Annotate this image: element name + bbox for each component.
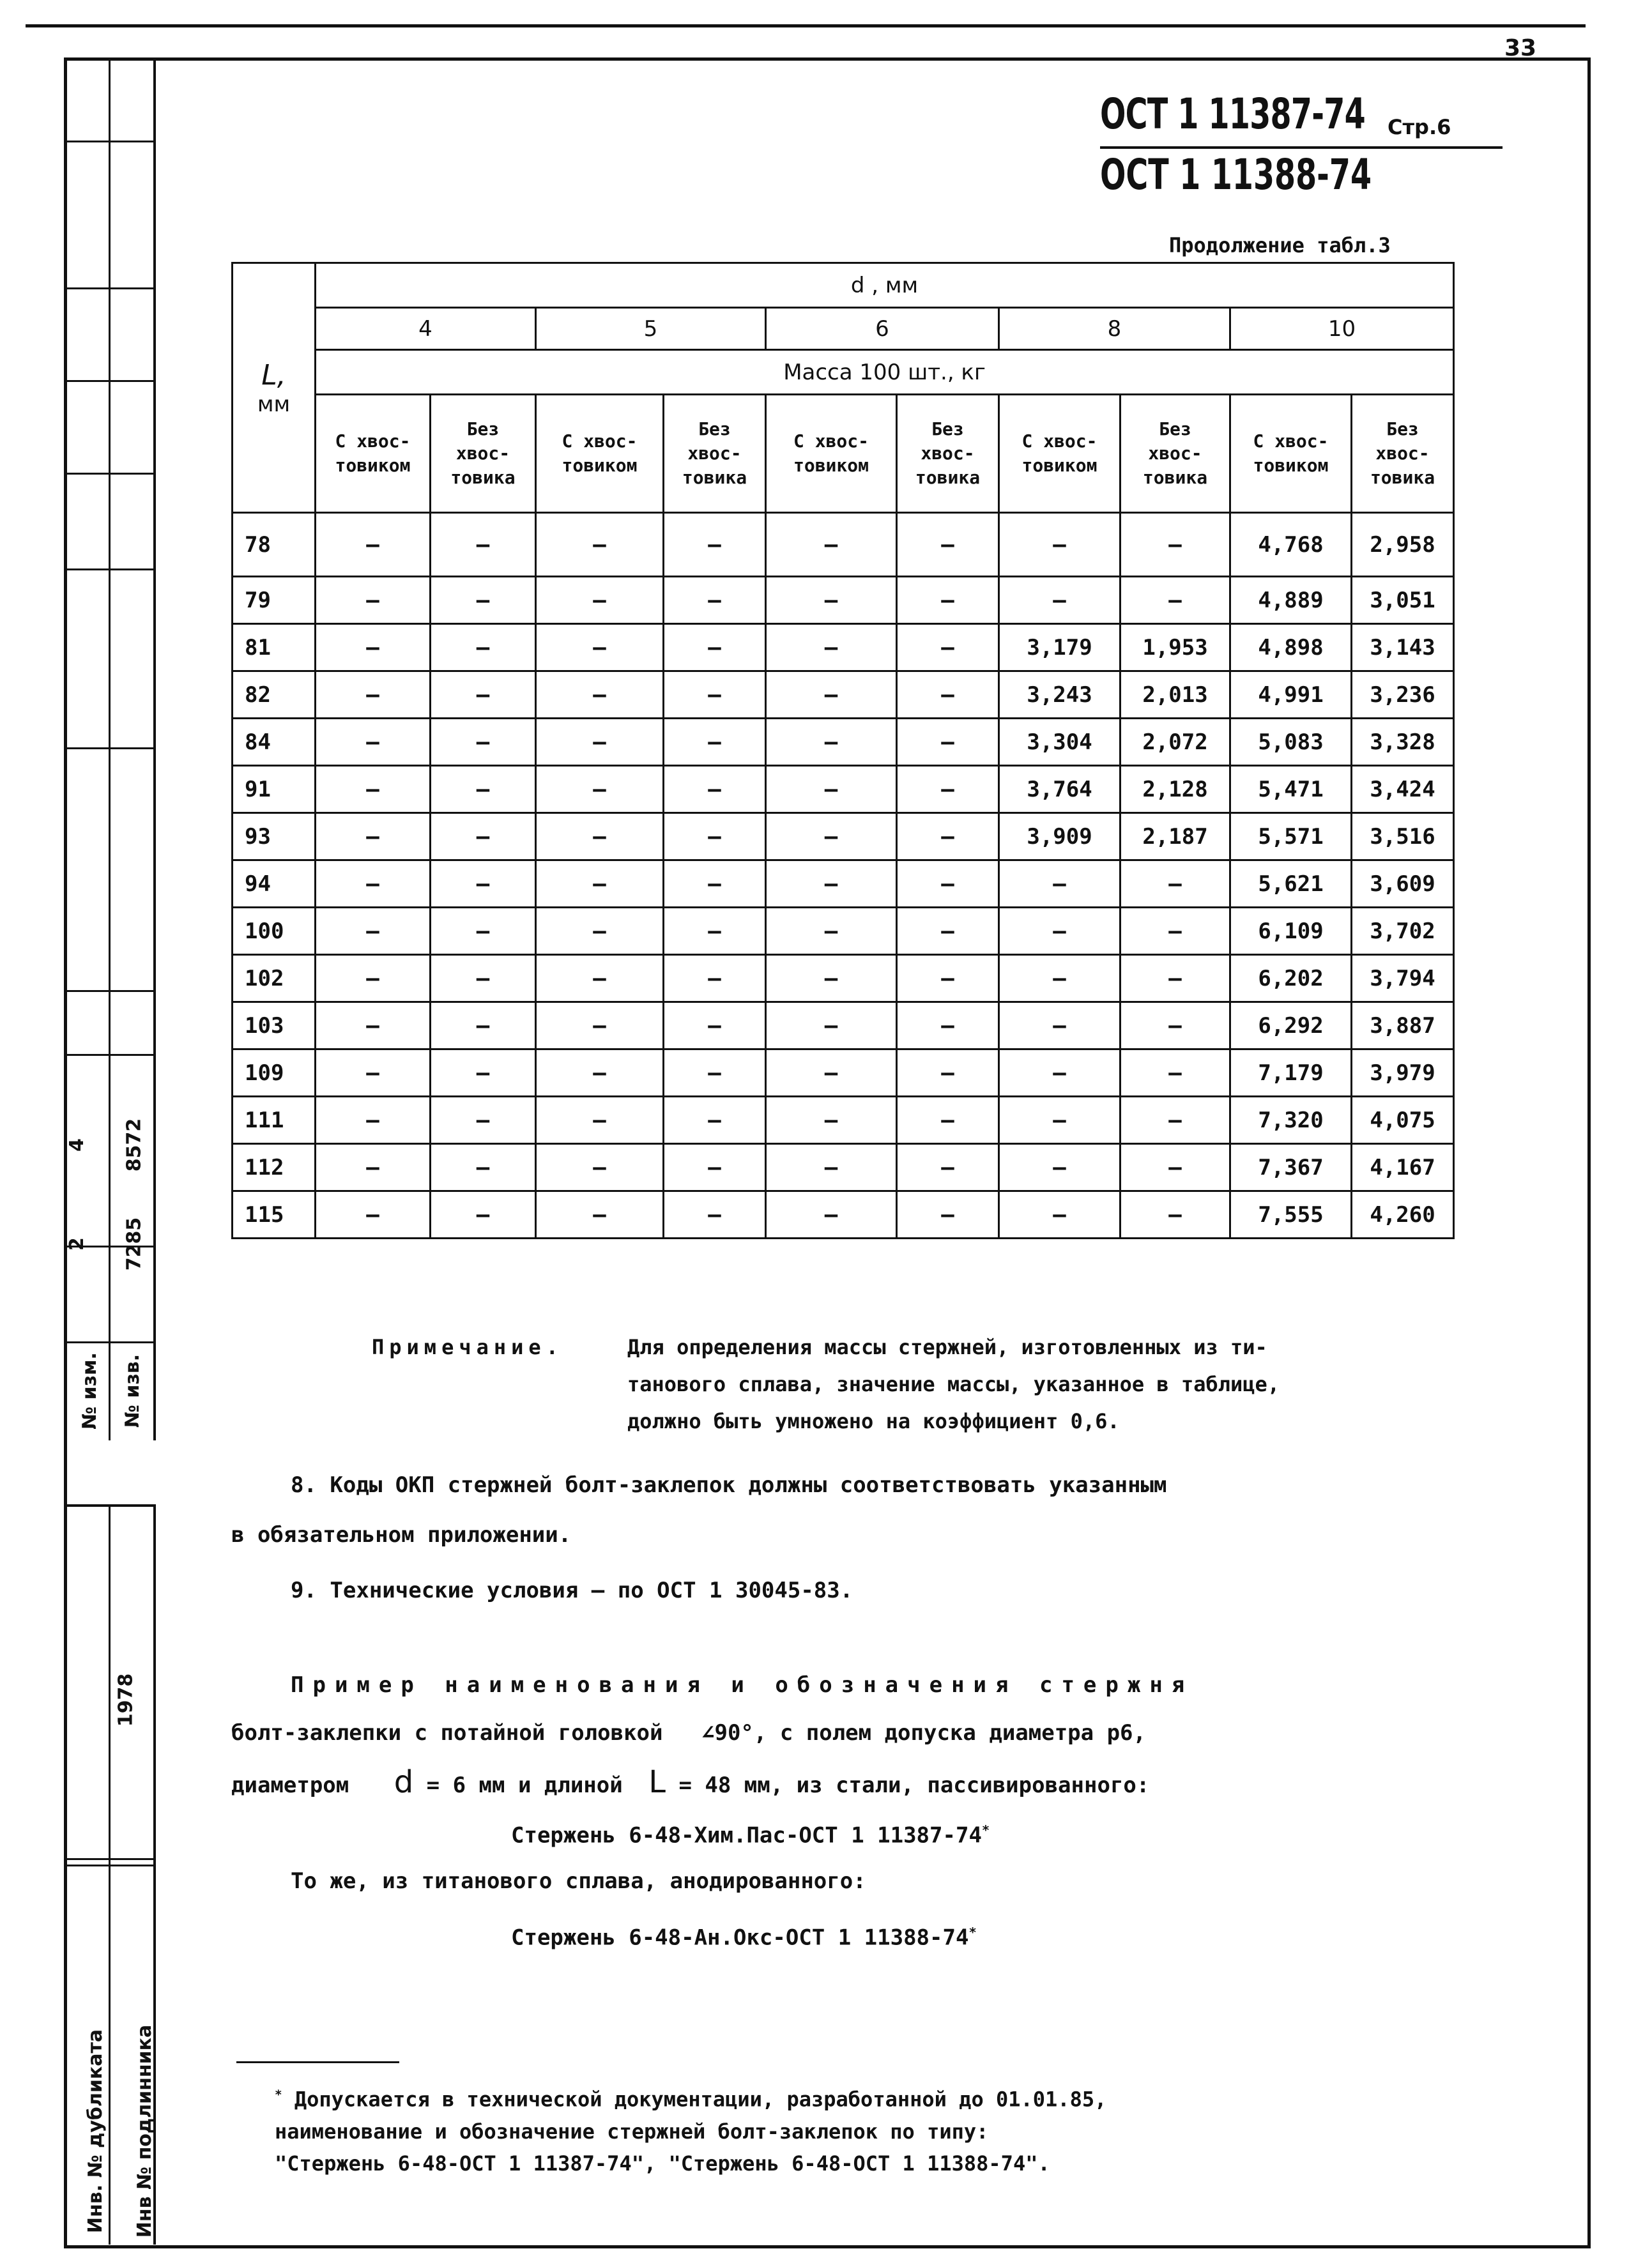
mass-cell: – bbox=[316, 813, 431, 860]
col-without-tail-line: хвос- bbox=[455, 443, 510, 464]
table-row bbox=[233, 860, 1454, 908]
diameter-10: 10 bbox=[1230, 308, 1454, 350]
col-with-tail-line: С хвос- bbox=[793, 431, 869, 452]
mass-cell: – bbox=[664, 577, 766, 624]
mass-cell: 4,260 bbox=[1352, 1191, 1454, 1239]
mass-cell: – bbox=[999, 1049, 1120, 1097]
footnote-line-1 bbox=[275, 2079, 1425, 2116]
page-number: 33 bbox=[1504, 35, 1537, 61]
col-with-tail-line: товиком bbox=[793, 455, 869, 476]
col-with-tail-header bbox=[316, 395, 431, 513]
mass-cell: – bbox=[664, 955, 766, 1002]
col-with-tail-line: товиком bbox=[1021, 455, 1098, 476]
col-with-tail-header bbox=[536, 395, 664, 513]
mass-cell: – bbox=[664, 1049, 766, 1097]
mass-cell: 3,979 bbox=[1352, 1049, 1454, 1097]
mass-cell: – bbox=[664, 766, 766, 813]
mass-cell: – bbox=[766, 1002, 897, 1049]
frame-top-line bbox=[26, 24, 1586, 27]
mass-cell: – bbox=[536, 766, 664, 813]
mass-cell: 7,320 bbox=[1230, 1097, 1352, 1144]
mass-cell: – bbox=[536, 671, 664, 719]
mass-cell: – bbox=[316, 577, 431, 624]
table-row bbox=[233, 577, 1454, 624]
mass-table bbox=[231, 262, 1455, 1239]
mass-cell: 5,571 bbox=[1230, 813, 1352, 860]
length-header-cell bbox=[233, 263, 316, 513]
mass-cell: – bbox=[664, 860, 766, 908]
item-8-line-2: в обязательном приложении. bbox=[231, 1522, 572, 1548]
mass-cell: – bbox=[766, 955, 897, 1002]
inventory-strip bbox=[64, 1504, 156, 2245]
mass-cell: – bbox=[536, 1144, 664, 1191]
strip-row-line bbox=[64, 1054, 153, 1056]
mass-cell: 2,128 bbox=[1120, 766, 1230, 813]
mass-cell: 3,143 bbox=[1352, 624, 1454, 671]
mass-cell: – bbox=[316, 908, 431, 955]
mass-cell: – bbox=[536, 955, 664, 1002]
col-with-tail-line: С хвос- bbox=[1253, 431, 1329, 452]
mass-cell: – bbox=[431, 719, 536, 766]
mass-cell: 3,328 bbox=[1352, 719, 1454, 766]
mass-cell: – bbox=[1120, 1002, 1230, 1049]
mass-cell: – bbox=[664, 1144, 766, 1191]
col-without-tail-header bbox=[664, 395, 766, 513]
example-line-3c: = 48 мм, из стали, пассивированного: bbox=[678, 1773, 1150, 1798]
mass-cell: 4,075 bbox=[1352, 1097, 1454, 1144]
col-without-tail-line: хвос- bbox=[1375, 443, 1430, 464]
mass-cell: – bbox=[1120, 1097, 1230, 1144]
mass-cell: – bbox=[431, 766, 536, 813]
mass-cell: – bbox=[897, 577, 999, 624]
mass-cell: – bbox=[316, 860, 431, 908]
col-without-tail-line: Без bbox=[1159, 418, 1191, 439]
mass-cell: 4,768 bbox=[1230, 513, 1352, 577]
col-without-tail-line: Без bbox=[466, 418, 500, 439]
mass-cell: – bbox=[536, 577, 664, 624]
mass-cell: – bbox=[536, 1049, 664, 1097]
col-without-tail-line: товика bbox=[450, 467, 516, 488]
mass-cell: 5,621 bbox=[1230, 860, 1352, 908]
mass-cell: – bbox=[536, 813, 664, 860]
mass-cell: 4,898 bbox=[1230, 624, 1352, 671]
mass-cell: – bbox=[536, 908, 664, 955]
mass-cell: – bbox=[1120, 860, 1230, 908]
col-with-tail-line: С хвос- bbox=[562, 431, 638, 452]
table-row bbox=[233, 671, 1454, 719]
original-inv-label: Инв № подлинника bbox=[134, 2024, 157, 2238]
example-line-2a: болт-заклепки с потайной головкой bbox=[231, 1720, 663, 1746]
mass-cell: – bbox=[431, 908, 536, 955]
mass-cell: – bbox=[999, 577, 1120, 624]
footnote-asterisk: * bbox=[275, 2087, 282, 2102]
strip-row-line bbox=[64, 380, 153, 382]
mass-cell: – bbox=[1120, 908, 1230, 955]
mass-cell: – bbox=[999, 860, 1120, 908]
col-without-tail-line: товика bbox=[1370, 467, 1435, 488]
mass-cell: 3,179 bbox=[999, 624, 1120, 671]
mass-cell: – bbox=[897, 671, 999, 719]
col-without-tail-line: хвос- bbox=[1148, 443, 1202, 464]
mass-cell: – bbox=[766, 671, 897, 719]
mass-cell: 2,187 bbox=[1120, 813, 1230, 860]
designation-2-text: Стержень 6-48-Ан.Окс-ОСТ 1 11388-74 bbox=[511, 1925, 969, 1951]
col-with-tail-line: товиком bbox=[562, 455, 638, 476]
mass-cell: – bbox=[897, 813, 999, 860]
mass-cell: 3,236 bbox=[1352, 671, 1454, 719]
mass-cell: 4,889 bbox=[1230, 577, 1352, 624]
mass-cell: – bbox=[664, 719, 766, 766]
col-with-tail-header bbox=[1230, 395, 1352, 513]
col-with-tail-line: товиком bbox=[1253, 455, 1329, 476]
angle-symbol: ∠90° bbox=[701, 1720, 754, 1746]
mass-cell: – bbox=[316, 1191, 431, 1239]
col-with-tail-line: С хвос- bbox=[1021, 431, 1098, 452]
length-unit: мм bbox=[257, 391, 291, 417]
mass-cell: 4,167 bbox=[1352, 1144, 1454, 1191]
doc-no-label: № изв. bbox=[121, 1354, 144, 1428]
table-row bbox=[233, 1002, 1454, 1049]
mass-cell: – bbox=[664, 908, 766, 955]
mass-cell: – bbox=[897, 1002, 999, 1049]
mass-cell: – bbox=[999, 1144, 1120, 1191]
mass-cell: – bbox=[431, 1049, 536, 1097]
mass-cell: – bbox=[431, 1002, 536, 1049]
mass-cell: – bbox=[766, 766, 897, 813]
mass-cell: – bbox=[999, 1191, 1120, 1239]
mass-cell: – bbox=[316, 1049, 431, 1097]
strip-row-line bbox=[64, 568, 153, 570]
mass-cell: – bbox=[664, 671, 766, 719]
mass-cell: 2,072 bbox=[1120, 719, 1230, 766]
mass-cell: – bbox=[431, 955, 536, 1002]
table-row bbox=[233, 1191, 1454, 1239]
footnote-line-2: наименование и обозначение стержней болт-заклепок по типу: bbox=[275, 2119, 989, 2144]
mass-cell: – bbox=[999, 955, 1120, 1002]
col-without-tail-header bbox=[897, 395, 999, 513]
length-cell: 82 bbox=[233, 671, 316, 719]
length-cell: 81 bbox=[233, 624, 316, 671]
mass-cell: – bbox=[431, 513, 536, 577]
mass-cell: – bbox=[536, 1002, 664, 1049]
length-cell: 100 bbox=[233, 908, 316, 955]
col-without-tail-header bbox=[1352, 395, 1454, 513]
mass-cell: – bbox=[1120, 577, 1230, 624]
change-value-4: 4 bbox=[65, 1138, 88, 1152]
mass-cell: – bbox=[897, 624, 999, 671]
mass-cell: – bbox=[664, 624, 766, 671]
mass-cell: – bbox=[536, 1097, 664, 1144]
footnote-separator bbox=[236, 2061, 399, 2063]
designation-1-text: Стержень 6-48-Хим.Пас-ОСТ 1 11387-74 bbox=[511, 1822, 982, 1849]
mass-cell: – bbox=[766, 1097, 897, 1144]
mass-cell: – bbox=[1120, 513, 1230, 577]
table-row bbox=[233, 513, 1454, 577]
item-9: 9. Технические условия – по ОСТ 1 30045-83. bbox=[291, 1578, 853, 1603]
example-line-2 bbox=[231, 1717, 1146, 1749]
mass-cell: 7,555 bbox=[1230, 1191, 1352, 1239]
mass-cell: 3,516 bbox=[1352, 813, 1454, 860]
diameter-8: 8 bbox=[999, 308, 1230, 350]
mass-cell: 3,424 bbox=[1352, 766, 1454, 813]
diameter-5: 5 bbox=[536, 308, 766, 350]
col-with-tail-line: товиком bbox=[335, 455, 411, 476]
mass-cell: – bbox=[1120, 955, 1230, 1002]
strip-row-line bbox=[64, 141, 153, 142]
mass-cell: – bbox=[766, 908, 897, 955]
example-line-2b: , с полем допуска диаметра p6, bbox=[753, 1720, 1146, 1746]
diameter-4: 4 bbox=[316, 308, 536, 350]
mass-cell: – bbox=[316, 1097, 431, 1144]
strip-row-line bbox=[64, 1341, 153, 1343]
col-with-tail-header bbox=[766, 395, 897, 513]
example-heading: Пример наименования и обозначения стержня bbox=[291, 1672, 1194, 1698]
mass-cell: – bbox=[431, 1144, 536, 1191]
mass-cell: – bbox=[999, 908, 1120, 955]
mass-cell: 3,702 bbox=[1352, 908, 1454, 955]
mass-cell: – bbox=[897, 1191, 999, 1239]
change-value-2: 2 bbox=[65, 1237, 88, 1251]
mass-cell: 3,243 bbox=[999, 671, 1120, 719]
d-symbol: d bbox=[394, 1764, 414, 1800]
revision-strip bbox=[64, 57, 156, 1440]
table-row bbox=[233, 1144, 1454, 1191]
strip-column-divider bbox=[109, 1507, 111, 2245]
mass-cell: 3,794 bbox=[1352, 955, 1454, 1002]
mass-cell: – bbox=[897, 1097, 999, 1144]
mass-cell: – bbox=[897, 719, 999, 766]
same-titanium: То же, из титанового сплава, анодированного: bbox=[291, 1868, 866, 1894]
length-symbol: L, bbox=[261, 358, 286, 392]
duplicate-inv-label: Инв. № дубликата bbox=[84, 2029, 107, 2234]
mass-cell: – bbox=[664, 813, 766, 860]
mass-cell: 3,609 bbox=[1352, 860, 1454, 908]
designation-1 bbox=[511, 1814, 990, 1851]
mass-cell: – bbox=[431, 813, 536, 860]
table-continuation-label: Продолжение табл.3 bbox=[1169, 233, 1391, 257]
mass-cell: – bbox=[316, 671, 431, 719]
mass-cell: – bbox=[766, 1191, 897, 1239]
col-without-tail-line: хвос- bbox=[921, 443, 975, 464]
mass-cell: – bbox=[536, 860, 664, 908]
table-row bbox=[233, 766, 1454, 813]
table-row bbox=[233, 1097, 1454, 1144]
mass-cell: – bbox=[316, 513, 431, 577]
col-without-tail-header bbox=[431, 395, 536, 513]
mass-cell: – bbox=[664, 1097, 766, 1144]
mass-cell: – bbox=[897, 766, 999, 813]
strip-row-line bbox=[64, 990, 153, 992]
mass-cell: 6,109 bbox=[1230, 908, 1352, 955]
length-cell: 93 bbox=[233, 813, 316, 860]
mass-cell: – bbox=[316, 766, 431, 813]
mass-cell: – bbox=[536, 513, 664, 577]
table-row bbox=[233, 908, 1454, 955]
length-cell: 94 bbox=[233, 860, 316, 908]
mass-cell: – bbox=[431, 624, 536, 671]
mass-cell: – bbox=[431, 860, 536, 908]
length-cell: 78 bbox=[233, 513, 316, 577]
mass-cell: – bbox=[766, 624, 897, 671]
mass-cell: – bbox=[999, 1002, 1120, 1049]
mass-header: Масса 100 шт., кг bbox=[316, 350, 1454, 395]
mass-cell: – bbox=[1120, 1191, 1230, 1239]
strip-row-line bbox=[64, 287, 153, 289]
mass-cell: – bbox=[766, 1049, 897, 1097]
note-label: Примечание. bbox=[372, 1335, 563, 1359]
strip-row-line bbox=[64, 1865, 153, 1866]
mass-cell: – bbox=[766, 719, 897, 766]
mass-cell: 3,304 bbox=[999, 719, 1120, 766]
standard-number-1: ОСТ 1 11387-74 bbox=[1100, 89, 1365, 139]
mass-cell: – bbox=[999, 1097, 1120, 1144]
col-with-tail-header bbox=[999, 395, 1120, 513]
length-cell: 79 bbox=[233, 577, 316, 624]
mass-cell: – bbox=[897, 955, 999, 1002]
mass-cell: – bbox=[316, 719, 431, 766]
mass-cell: 3,887 bbox=[1352, 1002, 1454, 1049]
table-row bbox=[233, 955, 1454, 1002]
mass-cell: – bbox=[897, 513, 999, 577]
mass-cell: 3,909 bbox=[999, 813, 1120, 860]
col-with-tail-line: С хвос- bbox=[335, 431, 411, 452]
mass-cell: 7,367 bbox=[1230, 1144, 1352, 1191]
note-line-1: Для определения массы стержней, изготовленных из ти- bbox=[627, 1335, 1267, 1359]
table-note bbox=[372, 1329, 1458, 1440]
standard-number-2: ОСТ 1 11388-74 bbox=[1100, 150, 1372, 199]
col-without-tail-line: Без bbox=[698, 418, 731, 439]
designation-1-asterisk: * bbox=[981, 1822, 990, 1838]
col-without-tail-line: Без bbox=[1386, 418, 1419, 439]
mass-cell: – bbox=[536, 1191, 664, 1239]
table-row bbox=[233, 813, 1454, 860]
mass-cell: – bbox=[431, 577, 536, 624]
note-line-2: танового сплава, значение массы, указанное в таблице, bbox=[627, 1372, 1280, 1396]
mass-cell: – bbox=[897, 908, 999, 955]
mass-cell: – bbox=[431, 671, 536, 719]
mass-cell: – bbox=[1120, 1144, 1230, 1191]
length-cell: 103 bbox=[233, 1002, 316, 1049]
mass-cell: 5,471 bbox=[1230, 766, 1352, 813]
subheader-row bbox=[233, 395, 1454, 513]
mass-cell: 2,013 bbox=[1120, 671, 1230, 719]
mass-cell: – bbox=[664, 1191, 766, 1239]
table-row bbox=[233, 719, 1454, 766]
doc-value-7285: 7285 bbox=[123, 1217, 146, 1271]
mass-cell: – bbox=[316, 624, 431, 671]
length-cell: 115 bbox=[233, 1191, 316, 1239]
mass-cell: – bbox=[316, 1002, 431, 1049]
example-line-3 bbox=[231, 1766, 1149, 1801]
mass-cell: 1,953 bbox=[1120, 624, 1230, 671]
length-cell: 84 bbox=[233, 719, 316, 766]
col-without-tail-line: хвос- bbox=[687, 443, 742, 464]
mass-cell: – bbox=[664, 513, 766, 577]
diameter-6: 6 bbox=[766, 308, 999, 350]
mass-cell: – bbox=[766, 577, 897, 624]
length-cell: 112 bbox=[233, 1144, 316, 1191]
mass-cell: 3,764 bbox=[999, 766, 1120, 813]
year-value: 1978 bbox=[114, 1673, 137, 1727]
mass-cell: – bbox=[316, 955, 431, 1002]
designation-2 bbox=[511, 1916, 977, 1953]
table-body bbox=[233, 513, 1454, 1239]
example-line-3b: = 6 мм и длиной bbox=[426, 1773, 623, 1798]
footnote-line-3: "Стержень 6-48-ОСТ 1 11387-74", "Стержень 6-48-ОСТ 1 11388-74". bbox=[275, 2151, 1050, 2176]
mass-cell: – bbox=[536, 719, 664, 766]
col-without-tail-header bbox=[1120, 395, 1230, 513]
designation-2-asterisk: * bbox=[968, 1925, 977, 1940]
length-cell: 91 bbox=[233, 766, 316, 813]
change-no-label: № изм. bbox=[78, 1352, 101, 1430]
page-label: Стр.6 bbox=[1388, 115, 1451, 139]
mass-cell: 5,083 bbox=[1230, 719, 1352, 766]
footnote bbox=[275, 2079, 1425, 2179]
mass-cell: – bbox=[316, 1144, 431, 1191]
example-line-3a: диаметром bbox=[231, 1773, 349, 1798]
mass-cell: – bbox=[536, 624, 664, 671]
l-symbol: L bbox=[648, 1764, 666, 1800]
length-cell: 102 bbox=[233, 955, 316, 1002]
mass-cell: 6,292 bbox=[1230, 1002, 1352, 1049]
footnote-line-1-text: Допускается в технической документации, разработанной до 01.01.85, bbox=[294, 2087, 1107, 2112]
mass-cell: – bbox=[431, 1191, 536, 1239]
table-row bbox=[233, 1049, 1454, 1097]
table-row bbox=[233, 624, 1454, 671]
mass-cell: 6,202 bbox=[1230, 955, 1352, 1002]
mass-cell: – bbox=[897, 860, 999, 908]
mass-cell: – bbox=[766, 860, 897, 908]
mass-cell: – bbox=[766, 513, 897, 577]
col-without-tail-line: товика bbox=[915, 467, 981, 488]
diameter-header: d , мм bbox=[316, 263, 1454, 308]
length-cell: 109 bbox=[233, 1049, 316, 1097]
header-underline bbox=[1100, 146, 1503, 149]
mass-cell: – bbox=[1120, 1049, 1230, 1097]
col-without-tail-line: Без bbox=[931, 418, 964, 439]
mass-cell: 7,179 bbox=[1230, 1049, 1352, 1097]
mass-cell: – bbox=[897, 1144, 999, 1191]
doc-value-8572: 8572 bbox=[123, 1118, 146, 1172]
mass-cell: – bbox=[664, 1002, 766, 1049]
mass-cell: 3,051 bbox=[1352, 577, 1454, 624]
mass-cell: – bbox=[766, 1144, 897, 1191]
mass-cell: – bbox=[431, 1097, 536, 1144]
mass-cell: 2,958 bbox=[1352, 513, 1454, 577]
strip-row-line bbox=[64, 747, 153, 749]
strip-row-line bbox=[64, 1858, 153, 1860]
col-without-tail-line: товика bbox=[1142, 467, 1208, 488]
strip-row-line bbox=[64, 473, 153, 475]
note-line-3: должно быть умножено на коэффициент 0,6. bbox=[627, 1409, 1120, 1433]
col-without-tail-line: товика bbox=[682, 467, 747, 488]
mass-cell: – bbox=[999, 513, 1120, 577]
length-cell: 111 bbox=[233, 1097, 316, 1144]
mass-cell: – bbox=[897, 1049, 999, 1097]
mass-cell: 4,991 bbox=[1230, 671, 1352, 719]
item-8-line-1: 8. Коды ОКП стержней болт-заклепок должны соответствовать указанным bbox=[291, 1472, 1167, 1498]
mass-cell: – bbox=[766, 813, 897, 860]
